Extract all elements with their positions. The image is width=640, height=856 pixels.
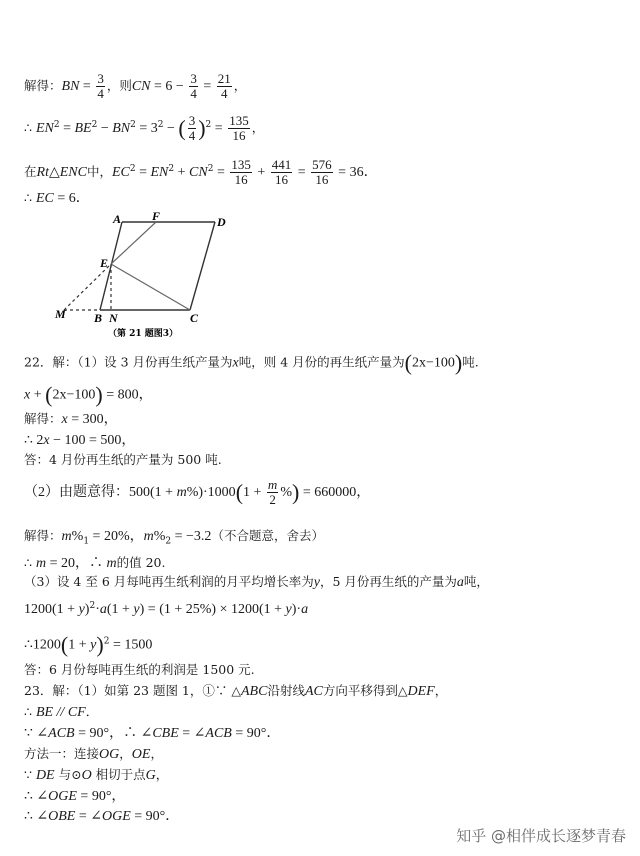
- point-m-label: M: [55, 307, 66, 321]
- figure-caption: （第 21 题图3）: [108, 329, 179, 339]
- solution-line-13: （3）设 4 至 6 月每吨再生纸利润的月平均增长率为y，5 月份再生纸的产量为a吨，: [24, 574, 489, 590]
- solution-line-3: 在Rt△ENC中，$EC^2 = EN^2 + CN^2$ = $\frac{135}{16}$ + $\frac{441}{16}$ = $\frac{576}{16}$ = 36．: [24, 157, 378, 187]
- point-f-label: F: [152, 210, 161, 223]
- solution-line-8: ∴ 2x − 100 = 500，: [24, 433, 136, 448]
- solution-line-21: ∵ DE 与⊙O 相切于点G，: [24, 767, 169, 783]
- solution-line-18: ∴ BE // CF．: [24, 704, 99, 720]
- solution-line-23: ∴ ∠OBE = ∠OGE = 90°．: [24, 809, 180, 824]
- solution-line-1: 解得：BN = $\frac{3}{4}$ ，则CN = 6 − $\frac{3}{4}$ = $\frac{21}{4}$ ，: [24, 71, 247, 101]
- point-d-label: D: [217, 215, 226, 229]
- solution-line-5: 22．解：（1）设 3 月份再生纸产量为x吨，则 4 月份的再生纸产量为(2x−100)吨.: [24, 350, 479, 375]
- solution-line-19: ∵ ∠ACB = 90°，∴ ∠CBE = ∠ACB = 90°．: [24, 726, 281, 741]
- solution-line-12: ∴ m = 20，∴ m的值 20.: [24, 555, 166, 571]
- solution-line-20: 方法一：连接OG，OE，: [24, 746, 163, 762]
- point-e-label: E: [100, 256, 109, 270]
- solution-line-22: ∴ ∠OGE = 90°，: [24, 789, 126, 804]
- point-c-label: C: [190, 311, 199, 325]
- solution-line-14: $1200(1 + y)^2\cdot a(1 + y) = (1 + 25\%) \times 1200(1 + y)\cdot a$: [24, 601, 309, 618]
- solution-line-2: ∴ $EN^2 = BE^2 - BN^2 = 3^2$ − ( $\frac{3}{4}$ )$^2$ = $\frac{135}{16}$ ，: [24, 113, 265, 143]
- solution-line-10: （2）由题意得：500(1 + m%)·1000(1 + $\frac{m}{2}$ %) = 660000，: [24, 477, 371, 507]
- segment-dc: [190, 222, 215, 310]
- point-b-label: B: [94, 311, 103, 325]
- point-a-label: A: [113, 212, 122, 226]
- segment-ef: [111, 222, 156, 264]
- figure-svg: [52, 210, 252, 345]
- solution-line-16: 答：6 月份每吨再生纸的利润是 1500 元.: [24, 662, 255, 677]
- solution-line-17: 23．解：（1）如第 23 题图 1，①∵ △ABC沿射线AC方向平移得到△DEF，: [24, 683, 448, 699]
- segment-me: [64, 264, 111, 310]
- solution-line-15: ∴1200(1 + y)$^2$ = 1500: [24, 632, 153, 657]
- watermark: 知乎 @相伴成长逐梦青春: [456, 827, 626, 845]
- point-n-label: N: [109, 311, 118, 325]
- solution-line-6: x + (2x−100) = 800，: [24, 382, 153, 407]
- geometry-figure: [52, 210, 252, 349]
- solution-line-11: 解得：$m\%_1 = 20\%$，$m\%_2 = -3.2$（不合题意，舍去）: [24, 528, 324, 547]
- solution-line-7: 解得：x = 300，: [24, 411, 118, 427]
- segment-ec: [111, 264, 190, 310]
- solution-line-9: 答：4 月份再生纸的产量为 500 吨.: [24, 452, 222, 467]
- solution-line-4: ∴ EC = 6．: [24, 190, 90, 206]
